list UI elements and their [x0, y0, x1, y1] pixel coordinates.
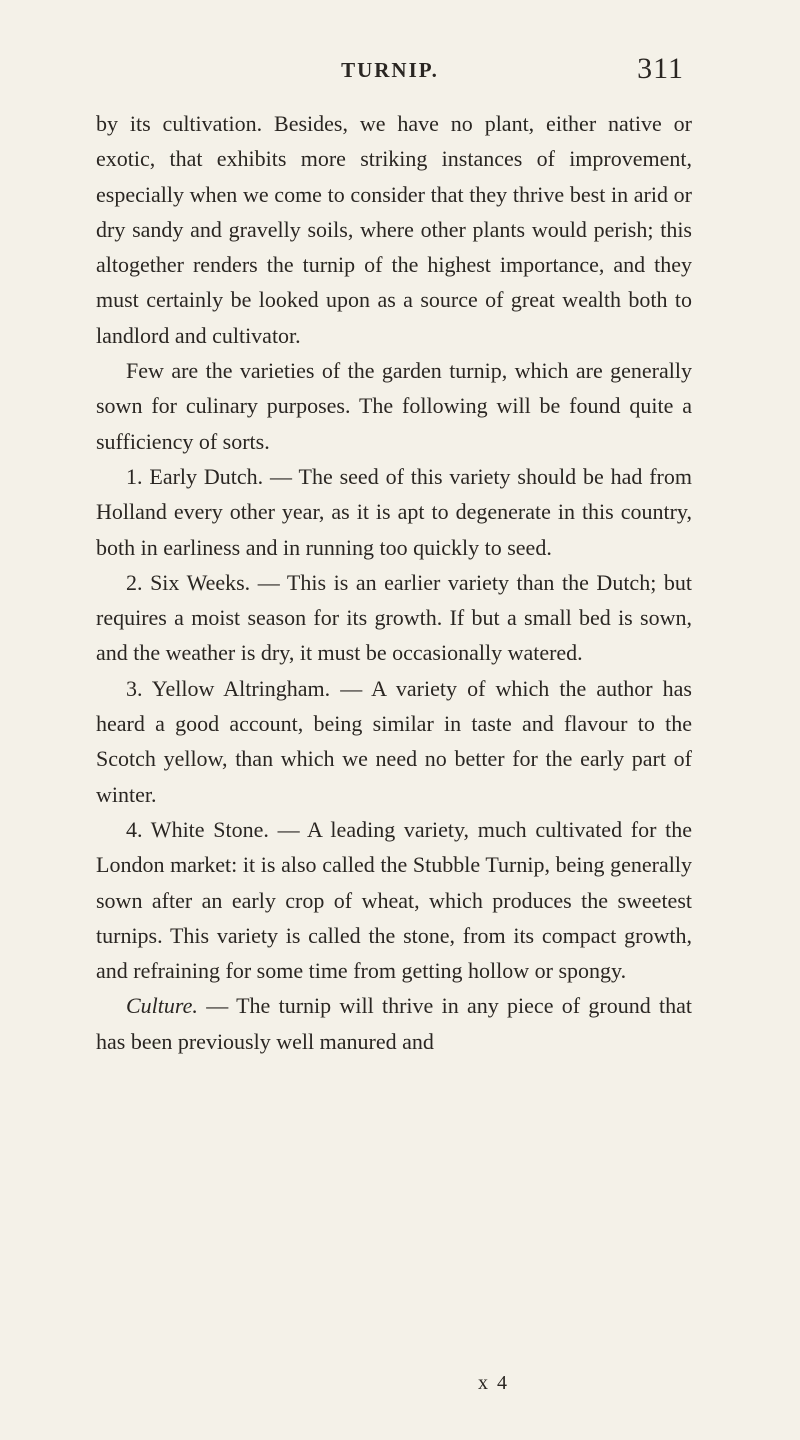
paragraph-varieties-intro: Few are the varieties of the garden turnip, which are generally sown for culinary purposes. The following will be found quite a sufficiency of sorts.	[96, 358, 692, 454]
running-title: TURNIP.	[341, 58, 439, 82]
paragraph-six-weeks: 2. Six Weeks. — This is an earlier variety than the Dutch; but requires a moist season for its growth. If but a small bed is sown, and the weather is dry, it must be occasionally watered.	[96, 569, 692, 666]
paragraph-yellow-altringham: 3. Yellow Altringham. — A variety of which the author has heard a good account, being similar in taste and flavour to the Scotch yellow, than which we need no better for the early part of winter.	[96, 675, 692, 807]
signature-mark: x 4	[478, 1372, 509, 1394]
culture-text: — The turnip will thrive in any piece of ground that has been previously well manured and	[96, 993, 692, 1054]
body-text	[96, 106, 692, 1059]
running-head	[96, 52, 684, 88]
culture-label: Culture.	[126, 993, 198, 1019]
paragraph-white-stone: 4. White Stone. — A leading variety, much cultivated for the London market: it is also called the Stubble Turnip, being generally sown after an early crop of wheat, which produces the sweetest turnips. This variety is called the stone, from its compact growth, and refraining for some time from getting hollow or spongy.	[96, 816, 692, 984]
page-number: 311	[637, 52, 684, 85]
paragraph-culture	[96, 988, 692, 1059]
paragraph-early-dutch: 1. Early Dutch. — The seed of this variety should be had from Holland every other year, as it is apt to degenerate in this country, both in earliness and in running too quickly to seed.	[96, 463, 692, 560]
paragraph-cultivation: by its cultivation. Besides, we have no plant, either native or exotic, that exhibits more striking instances of improvement, especially when we come to consider that they thrive best in arid or dry sandy and gravelly soils, where other plants would perish; this altogether renders the turnip of the highest importance, and they must certainly be looked upon as a source of great wealth both to landlord and cultivator.	[96, 111, 692, 348]
